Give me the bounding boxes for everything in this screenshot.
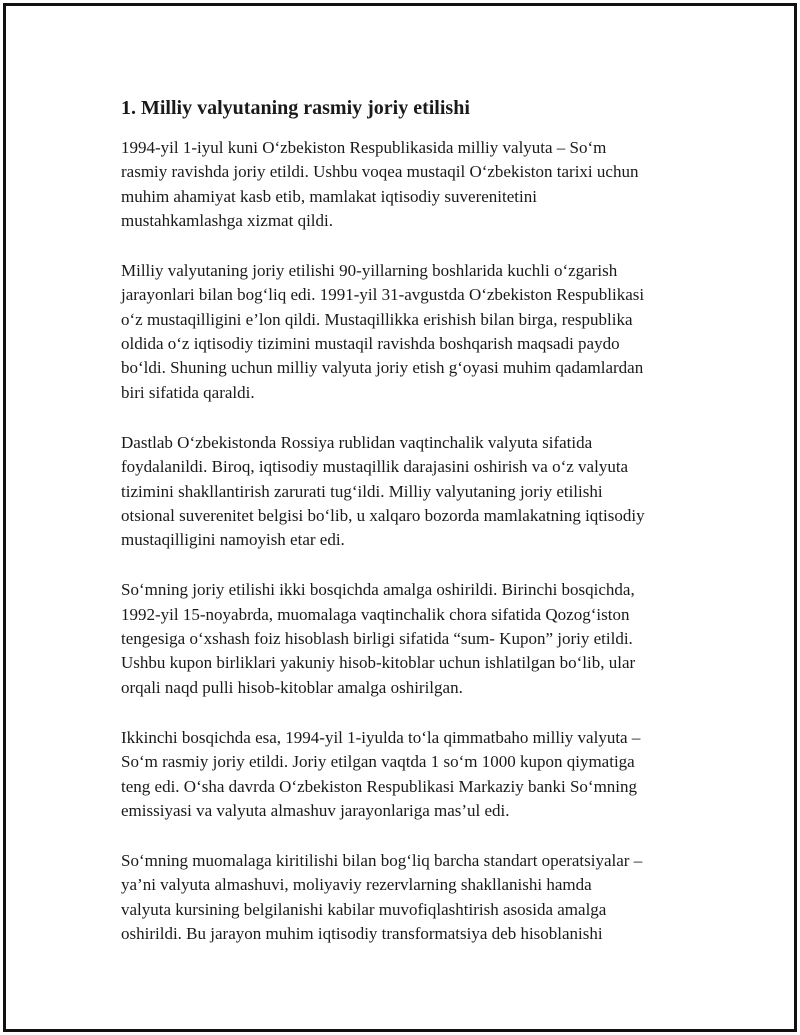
paragraph-line: Ikkinchi bosqichda esa, 1994-yil 1-iyulda to‘la qimmatbaho milliy valyuta – [121, 727, 641, 747]
paragraph-line: jarayonlari bilan bog‘liq edi. 1991-yil 31-avgustda O‘zbekiston Respublikasi [121, 285, 645, 305]
paragraph-line: biri sifatida qaraldi. [121, 382, 255, 402]
paragraph-line: So‘m rasmiy joriy etildi. Joriy etilgan vaqtda 1 so‘m 1000 kupon qiymatiga [121, 752, 635, 772]
paragraph-line: Ushbu kupon birliklari yakuniy hisob-kitoblar uchun ishlatilgan bo‘lib, ular [121, 653, 636, 673]
paragraph-line: oldida o‘z iqtisodiy tizimini mustaqil ravishda boshqarish maqsadi paydo [121, 334, 620, 354]
paragraph [121, 578, 696, 699]
paragraphs [121, 136, 696, 946]
paragraph-line: So‘mning joriy etilishi ikki bosqichda amalga oshirildi. Birinchi bosqichda, [121, 580, 635, 600]
paragraph [121, 849, 696, 946]
paragraph-line: ya’ni valyuta almashuvi, moliyaviy rezervlarning shakllanishi hamda [121, 875, 592, 895]
page-frame [3, 3, 797, 1032]
paragraph-line: o‘z mustaqilligini e’lon qildi. Mustaqillikka erishish bilan birga, respublika [121, 309, 633, 329]
paragraph [121, 136, 696, 233]
document-body [121, 94, 696, 972]
paragraph-line: valyuta kursining belgilanishi kabilar muvofiqlashtirish asosida amalga [121, 899, 607, 919]
paragraph-line: So‘mning muomalaga kiritilishi bilan bog‘liq barcha standart operatsiyalar – [121, 851, 643, 871]
paragraph-line: otsional suverenitet belgisi bo‘lib, u xalqaro bozorda mamlakatning iqtisodiy [121, 505, 645, 525]
section-heading: 1. Milliy valyutaning rasmiy joriy etilishi [121, 97, 470, 119]
paragraph-line: bo‘ldi. Shuning uchun milliy valyuta joriy etish g‘oyasi muhim qadamlardan [121, 358, 644, 378]
paragraph-line: 1992-yil 15-noyabrda, muomalaga vaqtinchalik chora sifatida Qozog‘iston [121, 604, 630, 624]
paragraph-line: tizimini shakllantirish zarurati tug‘ildi. Milliy valyutaning joriy etilishi [121, 481, 603, 501]
paragraph-line: 1994-yil 1-iyul kuni O‘zbekiston Respublikasida milliy valyuta – So‘m [121, 138, 607, 157]
paragraph-line: foydalanildi. Biroq, iqtisodiy mustaqillik darajasini oshirish va o‘z valyuta [121, 457, 629, 477]
paragraph [121, 726, 696, 823]
paragraph-line: oshirildi. Bu jarayon muhim iqtisodiy transformatsiya deb hisoblanishi [121, 924, 603, 944]
paragraph-line: muhim ahamiyat kasb etib, mamlakat iqtisodiy suverenitetini [121, 186, 537, 206]
paragraph-line: Milliy valyutaning joriy etilishi 90-yillarning boshlarida kuchli o‘zgarish [121, 261, 618, 281]
paragraph-line: Dastlab O‘zbekistonda Rossiya rublidan vaqtinchalik valyuta sifatida [121, 432, 593, 452]
paragraph [121, 259, 696, 405]
paragraph [121, 431, 696, 552]
paragraph-line: mustaqilligini namoyish etar edi. [121, 530, 345, 550]
paragraph-line: emissiyasi va valyuta almashuv jarayonlariga mas’ul edi. [121, 800, 510, 820]
paragraph-line: mustahkamlashga xizmat qildi. [121, 210, 333, 230]
paragraph-line: tengesiga o‘xshash foiz hisoblash birligi sifatida “sum- Kupon” joriy etildi. [121, 629, 633, 649]
paragraph-line: rasmiy ravishda joriy etildi. Ushbu voqea mustaqil O‘zbekiston tarixi uchun [121, 162, 639, 182]
paragraph-line: orqali naqd pulli hisob-kitoblar amalga oshirilgan. [121, 677, 463, 697]
paragraph-line: teng edi. O‘sha davrda O‘zbekiston Respublikasi Markaziy banki So‘mning [121, 776, 638, 796]
